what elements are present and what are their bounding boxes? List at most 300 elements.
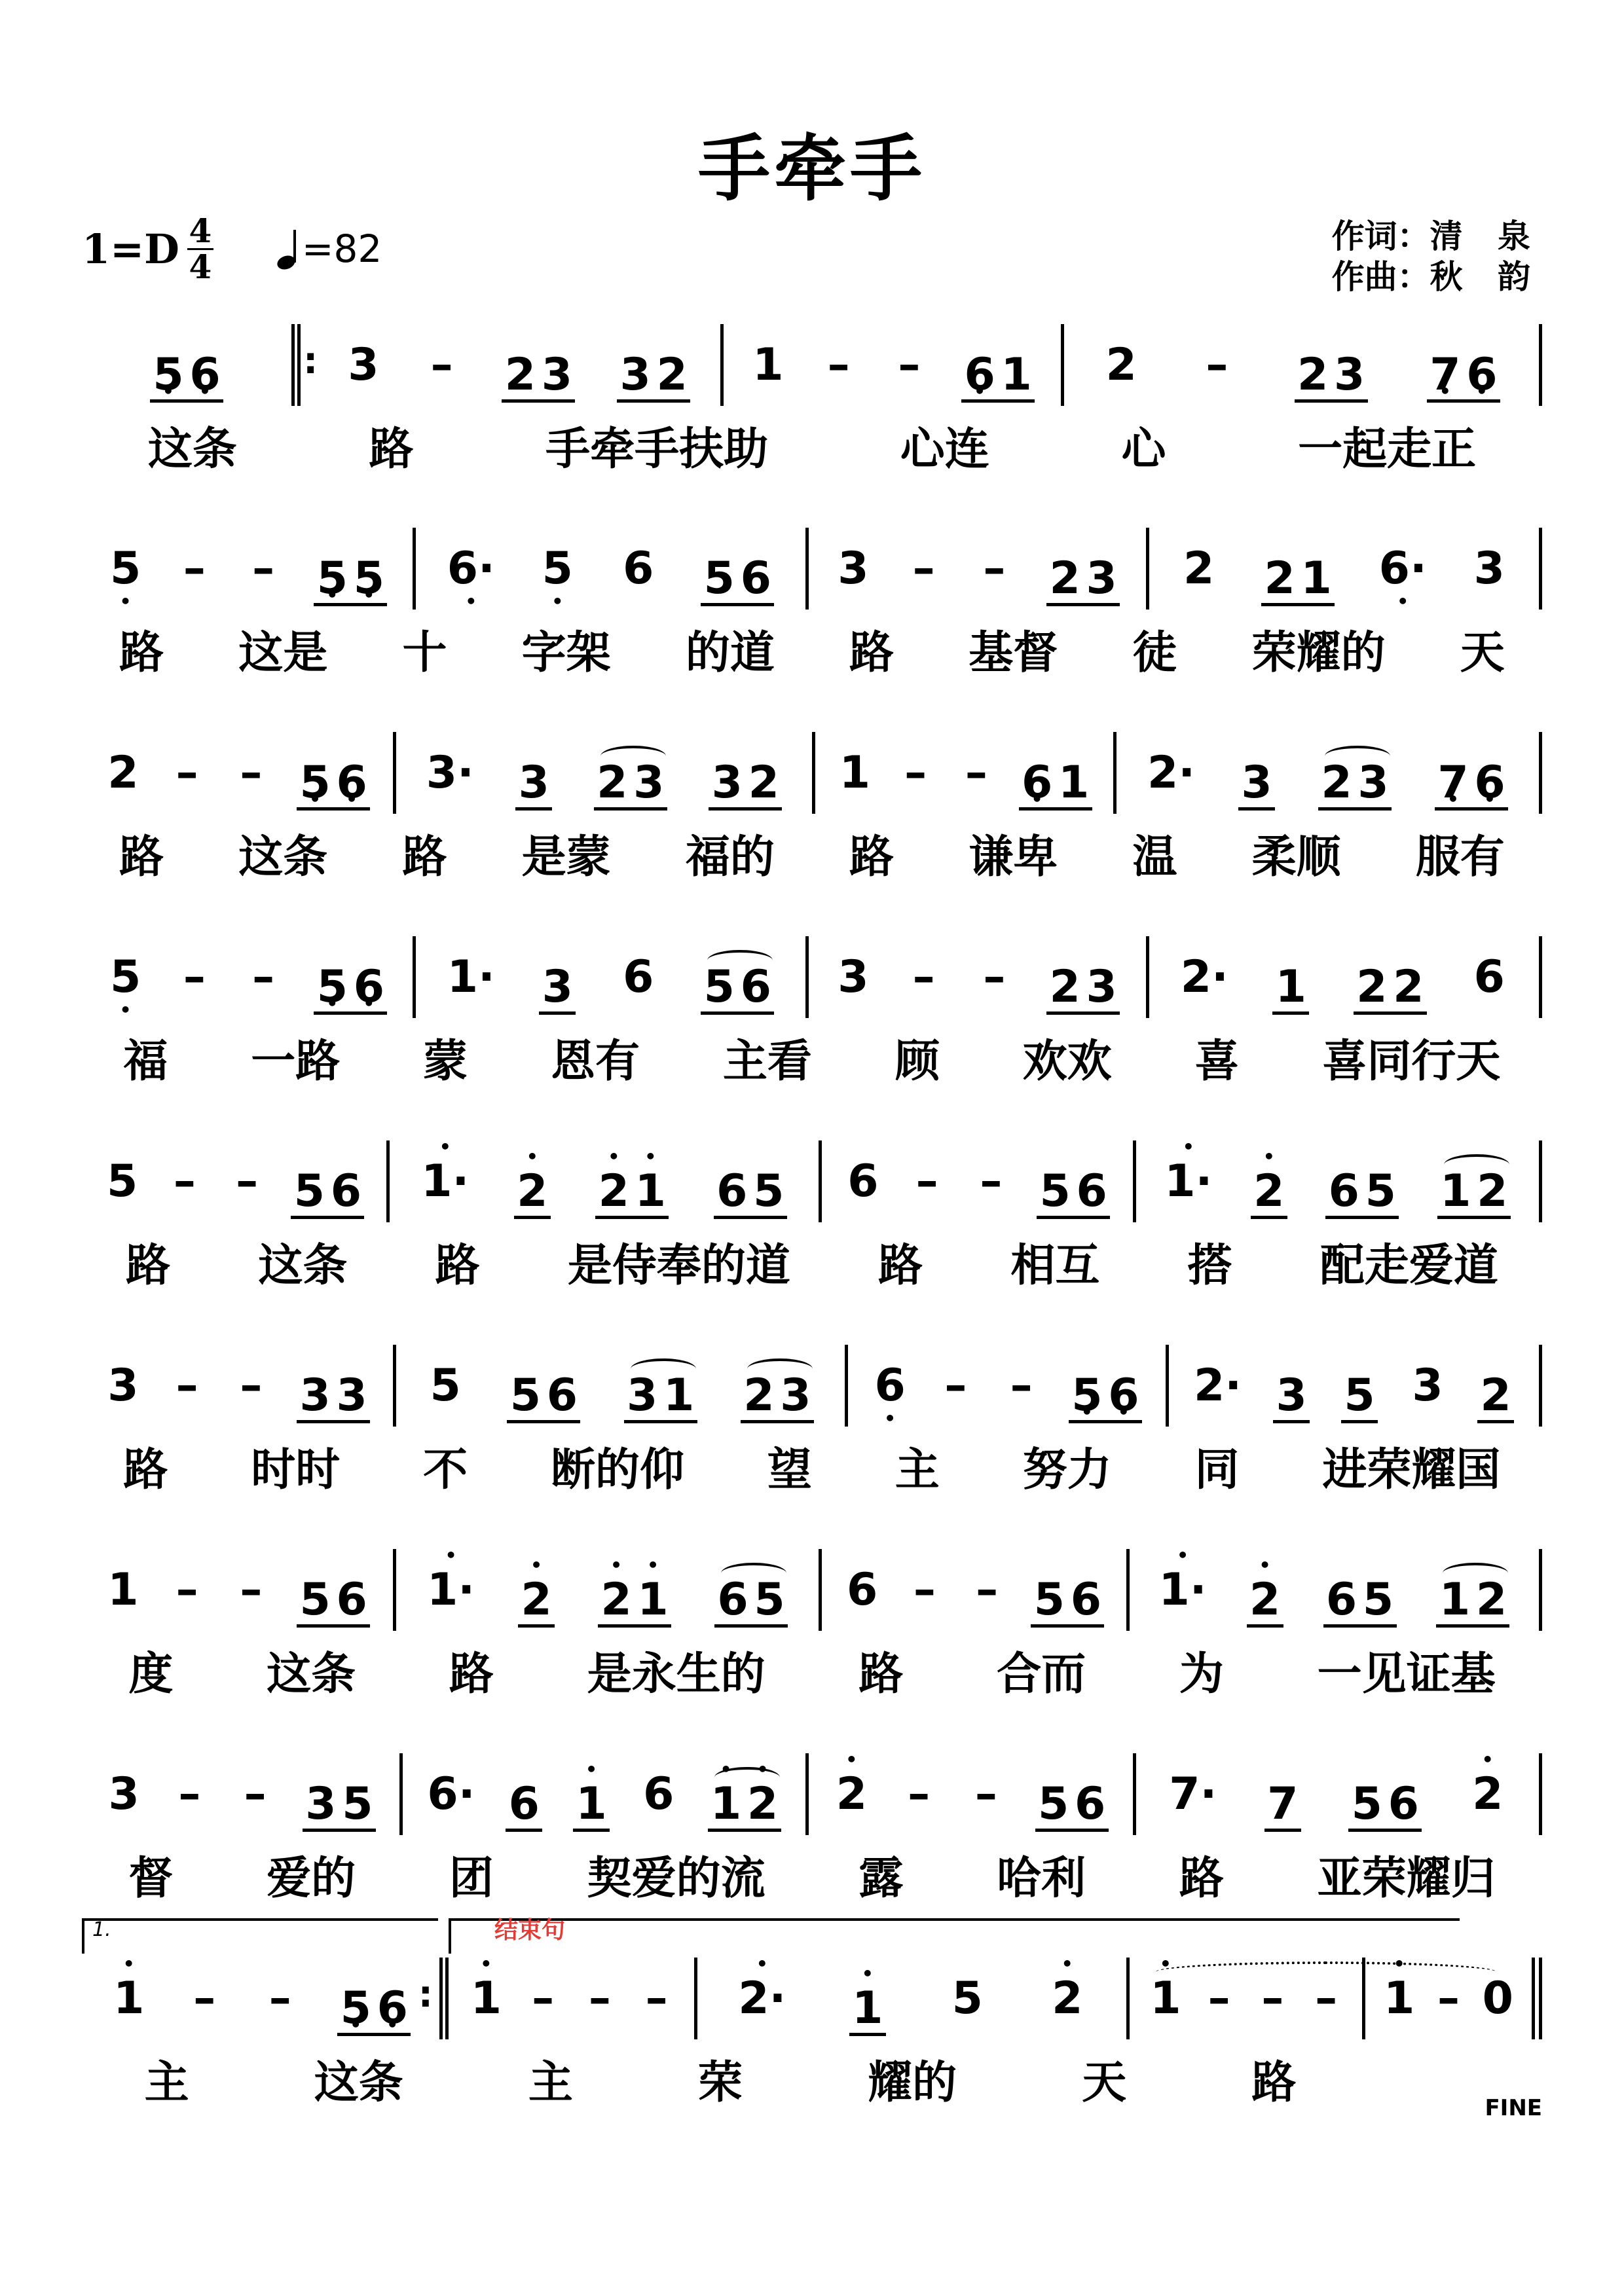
note: 5 • — [297, 742, 333, 807]
note: • 1 — [111, 1958, 147, 2039]
note: • 2 — [833, 1753, 870, 1835]
lyric: 心连 — [900, 423, 989, 475]
lyric: 相互 — [1010, 1239, 1100, 1292]
note: • 1· — [1158, 1549, 1206, 1631]
lyric: 路 — [123, 1444, 168, 1496]
note: – — [983, 543, 1006, 594]
beam-group — [1437, 1150, 1511, 1219]
note: 1· — [447, 951, 495, 1003]
note: 3 — [336, 1370, 367, 1421]
note: 2 — [597, 757, 628, 809]
note: 6 • — [187, 334, 223, 399]
time-signature-bottom: 4 — [189, 247, 212, 286]
lyric: 顾 — [895, 1035, 940, 1087]
measure — [724, 324, 1064, 406]
lyric: 这条 — [258, 1239, 348, 1292]
note: 5 — [106, 1156, 138, 1207]
note: 6 — [546, 1370, 578, 1421]
lyric: 谦卑 — [969, 831, 1058, 883]
note: 1 — [107, 1564, 139, 1616]
note: • 1 — [468, 1958, 504, 2039]
note: – — [175, 1360, 198, 1412]
note: 6· • — [447, 528, 495, 610]
measure-pickup — [82, 324, 291, 406]
note: 6 — [1473, 951, 1505, 1003]
beam-group — [714, 1150, 787, 1219]
note: 5 • — [350, 538, 387, 603]
note: • 2 — [514, 1150, 551, 1216]
note: – — [240, 1564, 263, 1616]
time-signature — [187, 211, 213, 286]
measure — [1149, 936, 1542, 1018]
lyric: 是蒙 — [521, 831, 611, 883]
note: 6 — [716, 1165, 748, 1217]
note: 5 — [1037, 1778, 1069, 1830]
note: – — [240, 1360, 263, 1412]
lyric-row — [82, 616, 1542, 682]
score-system-5 — [82, 1140, 1542, 1337]
beam-group — [1435, 742, 1508, 811]
note: 6 • — [374, 1967, 411, 2033]
note: 3 — [542, 961, 573, 1013]
lyric-line — [82, 822, 1542, 885]
note: 6· — [427, 1768, 475, 1820]
lyric-line — [82, 1026, 1542, 1089]
lyric-line — [82, 1639, 1542, 1702]
note: 3 — [633, 757, 665, 809]
note: 3 — [1357, 757, 1389, 809]
note: • 1· — [1164, 1140, 1212, 1222]
note: 2· — [1180, 951, 1228, 1003]
note: 6 — [623, 951, 654, 1003]
note: • 1 — [1381, 1958, 1418, 2039]
note: 6 — [740, 961, 771, 1013]
notation-row — [82, 1549, 1542, 1631]
beam-group — [1323, 1559, 1397, 1628]
note: 5 — [1365, 1165, 1396, 1217]
note: – — [240, 747, 263, 799]
lyric: 搭 — [1187, 1239, 1232, 1292]
score-system-6 — [82, 1345, 1542, 1541]
note: – — [268, 1973, 291, 2024]
lyric: 是侍奉的道 — [567, 1239, 790, 1292]
notation-row — [82, 528, 1542, 610]
note: 2 — [1105, 339, 1137, 391]
song-title: 手牵手 — [698, 127, 926, 211]
note: 5 — [703, 553, 735, 604]
note: – — [183, 951, 206, 1003]
notation-row — [82, 1345, 1542, 1427]
ending-bracket — [449, 1918, 1460, 1954]
note: 6 — [1325, 1574, 1357, 1626]
lyric: 一起走正 — [1298, 423, 1477, 475]
note: – — [183, 543, 206, 594]
measure — [82, 936, 416, 1018]
note: 3 — [1086, 553, 1117, 604]
beam-group — [708, 1763, 781, 1832]
key-signature: 1=D — [82, 225, 179, 273]
lyric: 这条 — [267, 1648, 356, 1700]
lyric: 团 — [449, 1852, 494, 1904]
composer-line: 作曲：秋 韵 — [1331, 258, 1542, 296]
note: 5 • — [107, 936, 144, 1018]
note: – — [904, 747, 927, 799]
measure — [416, 528, 809, 610]
lyric: 这是 — [238, 627, 328, 679]
lyric: 路 — [126, 1239, 171, 1292]
lyric: 哈利 — [997, 1852, 1086, 1904]
notation-row — [82, 324, 1542, 406]
note: 5 — [342, 1778, 373, 1830]
lyric: 字架 — [521, 627, 611, 679]
note: – — [827, 339, 850, 391]
measure — [809, 936, 1149, 1018]
note: 6 — [623, 543, 654, 594]
note: – — [944, 1360, 967, 1412]
lyric: 路 — [435, 1239, 480, 1292]
note: 1 — [1275, 961, 1306, 1013]
measure — [291, 324, 724, 406]
beam-group — [1035, 1763, 1109, 1832]
measure — [1169, 1345, 1542, 1427]
lyric: 这条 — [147, 423, 237, 475]
lyric: 天 — [1460, 627, 1505, 679]
note: – — [908, 1768, 931, 1820]
note: 5 • — [150, 334, 187, 399]
beam-group — [701, 946, 774, 1015]
beam-group — [297, 742, 370, 811]
measure — [848, 1345, 1169, 1427]
measure — [822, 1549, 1130, 1631]
note: 2 — [1393, 961, 1424, 1013]
note: 5 — [299, 1574, 331, 1626]
note: 1 — [663, 1370, 695, 1421]
note: – — [1206, 339, 1228, 391]
note: 5 — [1362, 1574, 1394, 1626]
measure — [396, 732, 815, 814]
beam-group — [297, 1559, 370, 1628]
note: – — [244, 1768, 267, 1820]
note: 5 — [1033, 1574, 1065, 1626]
note: • 2 — [1251, 1150, 1287, 1216]
note: 6 • — [1019, 742, 1056, 807]
measure — [1130, 1958, 1365, 2039]
beam-group — [291, 1150, 364, 1219]
note: 3 — [711, 757, 743, 809]
note: – — [1010, 1360, 1033, 1412]
lyric: 主 — [528, 2056, 573, 2109]
note: 2 — [504, 349, 536, 401]
beam-group — [507, 1355, 580, 1423]
note: – — [252, 951, 275, 1003]
lyric: 路 — [849, 831, 895, 883]
score-system-3 — [82, 732, 1542, 928]
lyric: 度 — [128, 1648, 174, 1700]
note: 1 — [1001, 349, 1032, 401]
note: – — [178, 1768, 201, 1820]
lyric: 督 — [128, 1852, 174, 1904]
note: 3 — [518, 757, 549, 809]
note: 2 — [1480, 1370, 1511, 1421]
lyric: 主 — [144, 2056, 189, 2109]
note: 5 — [951, 1973, 983, 2024]
measure — [809, 528, 1149, 610]
measure — [822, 1140, 1136, 1222]
lyric: 柔顺 — [1251, 831, 1341, 883]
note: • 1 — [1147, 1958, 1184, 2039]
measure — [396, 1549, 822, 1631]
beam-group — [502, 334, 575, 403]
beam-group — [506, 1763, 542, 1832]
note: 7· — [1169, 1768, 1217, 1820]
note: 1 — [1439, 1574, 1471, 1626]
note: – — [532, 1973, 555, 2024]
note: – — [588, 1973, 611, 2024]
note: 5 — [1351, 1778, 1382, 1830]
note: – — [175, 747, 198, 799]
note: 2 — [1264, 553, 1295, 604]
note: 7 — [1267, 1778, 1299, 1830]
notation-row — [82, 1140, 1542, 1222]
tempo-marking — [276, 226, 382, 272]
measure — [1149, 528, 1542, 610]
quarter-note-icon — [276, 226, 302, 272]
note: 3 — [838, 951, 869, 1003]
lyric: 合而 — [997, 1648, 1086, 1700]
notation-row — [82, 732, 1542, 814]
lyric: 路 — [119, 831, 164, 883]
beam-group — [314, 538, 387, 606]
note: 3 — [1412, 1360, 1443, 1412]
score-system-7 — [82, 1549, 1542, 1745]
note: 2 — [1297, 349, 1329, 401]
beam-group — [624, 1355, 697, 1423]
score-system-1 — [82, 324, 1542, 520]
beam-group — [1427, 334, 1500, 403]
credits — [1332, 216, 1542, 297]
note: 5 • — [314, 538, 350, 603]
note: 3 — [1473, 543, 1505, 594]
note: 3 — [541, 349, 573, 401]
note: 3 — [299, 1370, 331, 1421]
note: – — [1315, 1973, 1338, 2024]
lyric-row — [82, 1229, 1542, 1294]
notation-row — [82, 1753, 1542, 1835]
beam-group — [617, 334, 690, 403]
note: 5 • — [1069, 1355, 1105, 1420]
note: 6 — [1388, 1778, 1419, 1830]
beam-group — [961, 334, 1035, 403]
time-signature-top: 4 — [189, 211, 212, 250]
note: 6 — [740, 553, 771, 604]
beam-group — [297, 1355, 370, 1423]
note: 5 — [293, 1165, 325, 1217]
lyric: 断的仰 — [551, 1444, 685, 1496]
beam-group — [1273, 1355, 1310, 1423]
lyric-line — [82, 414, 1542, 477]
lyric-line — [82, 2047, 1542, 2111]
lyric-row — [82, 412, 1542, 478]
note: 2 — [1049, 553, 1080, 604]
measure — [1064, 324, 1542, 406]
beam-group — [1295, 334, 1368, 403]
beam-group — [337, 1967, 411, 2036]
note: 3 — [1276, 1370, 1307, 1421]
beam-group — [1037, 1150, 1110, 1219]
note: • 1 — [849, 1967, 886, 2033]
lyric-row — [82, 820, 1542, 886]
lyric: 天 — [1082, 2056, 1127, 2109]
note: • 1· — [421, 1140, 469, 1222]
lyric: 望 — [767, 1444, 812, 1496]
beam-group — [1264, 1763, 1301, 1832]
notation-row — [82, 936, 1542, 1018]
lyric: 是永生的 — [587, 1648, 766, 1700]
lyric: 路 — [369, 423, 414, 475]
note: • 2 — [1049, 1958, 1086, 2039]
lyric: 进荣耀国 — [1322, 1444, 1501, 1496]
note: 5 • — [539, 528, 576, 610]
note: 3· — [426, 747, 474, 799]
beam-group — [741, 1355, 814, 1423]
lyric: 十 — [402, 627, 447, 679]
lyric: 露 — [858, 1852, 904, 1904]
note: 5 • — [314, 946, 350, 1011]
lyric: 路 — [858, 1648, 904, 1700]
lyric: 时时 — [251, 1444, 341, 1496]
note: 2 — [1183, 543, 1215, 594]
note: • 1 — [635, 1559, 671, 1624]
note: 2 — [1356, 961, 1388, 1013]
note: 5 — [509, 1370, 542, 1421]
note: 5 — [1344, 1370, 1375, 1421]
note: 7 • — [1427, 334, 1464, 399]
measure — [82, 1345, 396, 1427]
lyric: 荣 — [697, 2056, 743, 2109]
lyric: 荣耀的 — [1251, 627, 1386, 679]
beam-group — [1272, 946, 1309, 1015]
note: – — [1208, 1973, 1230, 2024]
beam-group — [1436, 1559, 1509, 1628]
note: 6 — [1074, 1778, 1106, 1830]
note: 3 — [619, 349, 651, 401]
lyric: 福 — [123, 1035, 168, 1087]
measure — [1136, 1140, 1542, 1222]
beam-group — [1341, 1355, 1378, 1423]
note: – — [645, 1973, 668, 2024]
measure — [697, 1958, 1130, 2039]
note: 3 — [780, 1370, 811, 1421]
measure — [82, 1140, 390, 1222]
lyric: 的道 — [685, 627, 775, 679]
beam-group — [303, 1763, 376, 1832]
lyric-row — [82, 1637, 1542, 1703]
ending-phrase-label: 结束句 — [494, 1917, 566, 1944]
measure-final — [1365, 1958, 1542, 2039]
lyric: 基督 — [969, 627, 1058, 679]
measure — [82, 1549, 396, 1631]
note: 6 — [1328, 1165, 1359, 1217]
note: • 2 — [1469, 1753, 1506, 1835]
note: 1 — [1058, 757, 1090, 809]
measure — [809, 1753, 1136, 1835]
note: • 1 — [573, 1763, 610, 1829]
note: 5 — [754, 1574, 785, 1626]
beam-group — [598, 1559, 671, 1628]
lyric: 爱的 — [267, 1852, 356, 1904]
note: 2 — [107, 747, 139, 799]
note: 5 • — [107, 528, 144, 610]
note: • 1· — [427, 1549, 475, 1631]
note: – — [965, 747, 987, 799]
note: • 2 — [518, 1559, 555, 1624]
note: 3 — [108, 1768, 139, 1820]
note: 2 — [743, 1370, 775, 1421]
measure — [390, 1140, 822, 1222]
beam-group — [1325, 1150, 1399, 1219]
lyric: 温 — [1132, 831, 1177, 883]
lyric: 手牵手扶助 — [545, 423, 769, 475]
beam-group — [1354, 946, 1427, 1015]
measure — [449, 1917, 697, 2039]
beam-group — [1046, 538, 1120, 606]
lyricist-name: 清 泉 — [1430, 217, 1542, 255]
notation-row — [82, 1917, 1542, 2039]
note: – — [175, 1564, 198, 1616]
lyric: 恩有 — [551, 1035, 640, 1087]
note: 6 • — [961, 334, 998, 399]
note: 6 — [1070, 1574, 1102, 1626]
measure — [82, 732, 396, 814]
note: – — [912, 543, 935, 594]
lyric: 为 — [1179, 1648, 1224, 1700]
note: 6 • — [333, 742, 370, 807]
score-system-2 — [82, 528, 1542, 724]
composer-name: 秋 韵 — [1430, 258, 1542, 296]
note: 5 • — [337, 1967, 374, 2033]
measure — [1130, 1549, 1542, 1631]
note: 3 — [107, 1360, 139, 1412]
measure — [82, 528, 416, 610]
note: • 2· — [738, 1958, 786, 2039]
fine-marking: FINE — [1485, 2095, 1542, 2121]
note: 3 — [626, 1370, 658, 1421]
beam-group — [539, 946, 576, 1015]
note: 5 — [430, 1360, 461, 1412]
note: 3 — [1086, 961, 1117, 1013]
beam-group — [314, 946, 387, 1015]
lyric: 福的 — [685, 831, 775, 883]
lyric-line — [82, 1230, 1542, 1294]
note: • 2 — [595, 1150, 632, 1216]
note: 1 — [752, 339, 784, 391]
beam-group — [1031, 1559, 1104, 1628]
lyric: 契爱的流 — [587, 1852, 766, 1904]
note: 1 — [1440, 1165, 1471, 1217]
note: 2 — [1321, 757, 1352, 809]
note: 2· — [1147, 747, 1196, 799]
note: – — [1261, 1973, 1284, 2024]
beam-group — [594, 742, 667, 811]
beam-group — [1019, 742, 1092, 811]
lyric: 努力 — [1022, 1444, 1112, 1496]
note: – — [236, 1156, 259, 1207]
note: – — [898, 339, 921, 391]
lyric: 蒙 — [423, 1035, 468, 1087]
note: 6 • — [1464, 334, 1500, 399]
lyric: 徒 — [1132, 627, 1177, 679]
beam-group — [595, 1150, 669, 1219]
